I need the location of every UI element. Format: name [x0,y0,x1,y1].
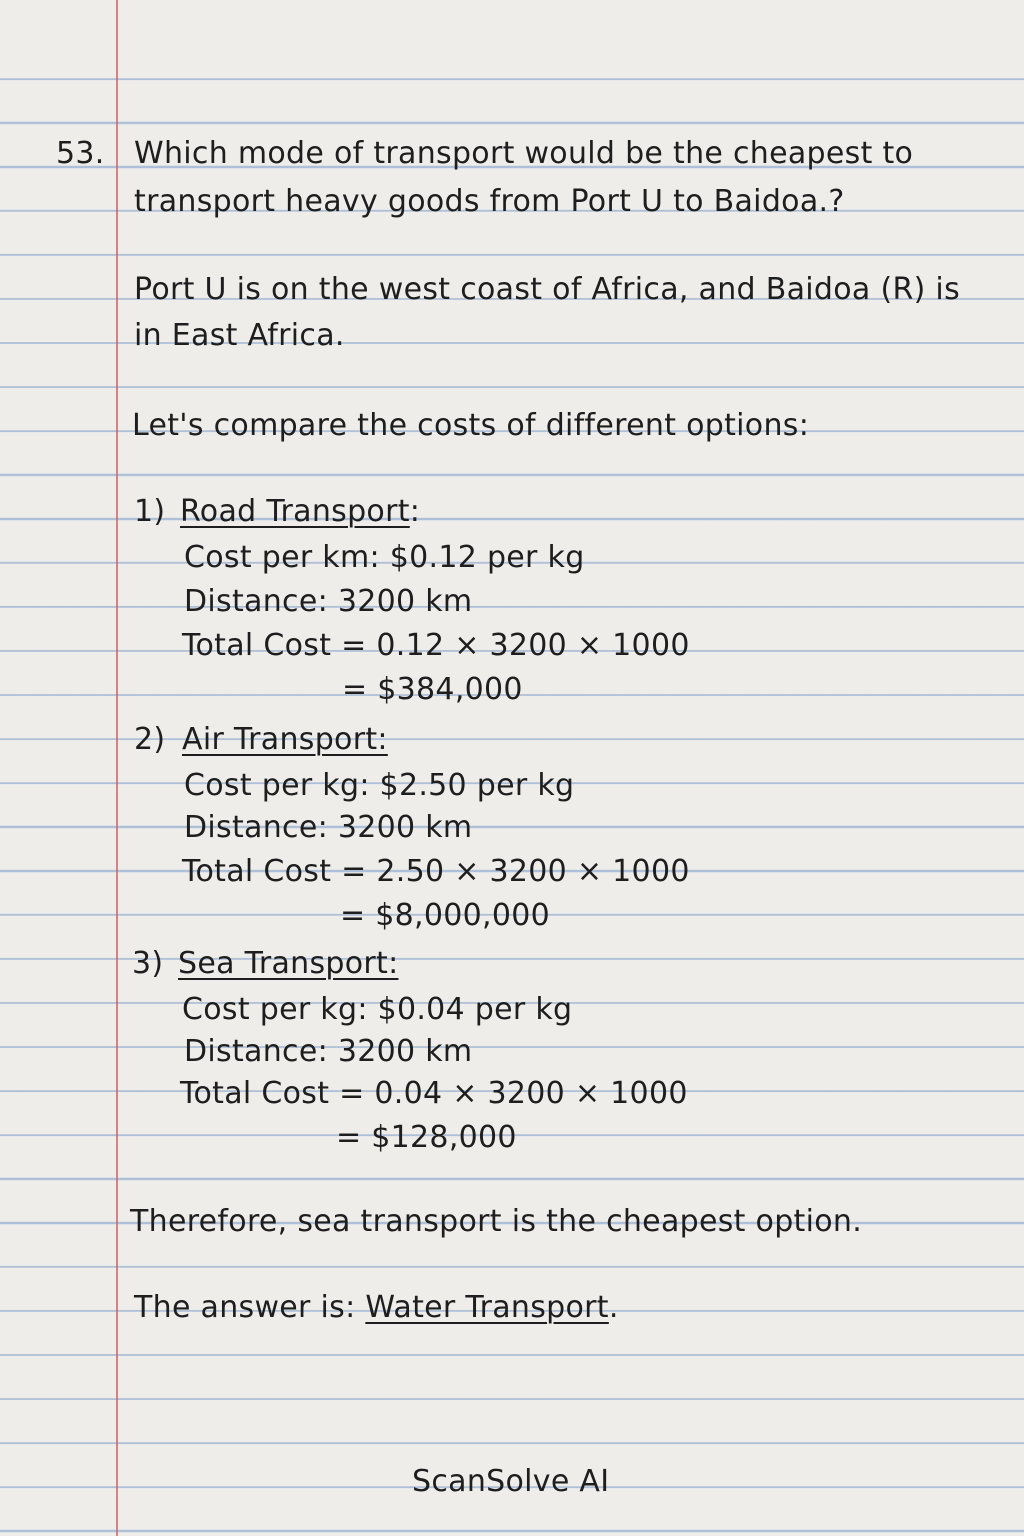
question-number: 53. [56,136,105,171]
option-rate: Cost per km: $0.12 per kg [184,540,585,575]
option-total: Total Cost = 0.04 × 3200 × 1000 [180,1076,688,1111]
answer-line [134,1290,619,1326]
option-total: Total Cost = 2.50 × 3200 × 1000 [182,854,690,889]
option-distance: Distance: 3200 km [184,810,473,845]
option-index: 1) [134,494,166,529]
question-line-2: transport heavy goods from Port U to Baidoa.? [134,184,845,219]
option-rate: Cost per kg: $2.50 per kg [184,768,575,803]
option-title: Sea Transport: [178,946,399,981]
option-title: Road Transport [180,494,410,529]
option-index: 2) [134,722,166,757]
option-result: = $8,000,000 [340,898,551,933]
option-result: = $128,000 [336,1120,517,1155]
context-line-2: in East Africa. [134,318,345,353]
option-distance: Distance: 3200 km [184,1034,473,1069]
option-result: = $384,000 [342,672,523,707]
option-total: Total Cost = 0.12 × 3200 × 1000 [182,628,690,663]
conclusion-text: Therefore, sea transport is the cheapest option. [130,1204,863,1239]
answer-value: Water Transport [365,1290,609,1325]
option-distance: Distance: 3200 km [184,584,473,619]
option-rate: Cost per kg: $0.04 per kg [182,992,573,1027]
answer-suffix: . [608,1290,619,1325]
option-heading [180,494,420,530]
question-line-1: Which mode of transport would be the cheapest to [134,136,914,171]
option-title-suffix: : [409,494,421,529]
footer-brand: ScanSolve AI [412,1464,610,1499]
option-heading [178,946,399,982]
answer-prefix: The answer is: [134,1290,356,1325]
intro-text: Let's compare the costs of different options: [132,408,810,443]
option-title: Air Transport: [182,722,388,757]
margin-line [116,0,118,1536]
option-heading [182,722,388,758]
option-index: 3) [132,946,164,981]
context-line-1: Port U is on the west coast of Africa, and Baidoa (R) is [134,272,960,307]
